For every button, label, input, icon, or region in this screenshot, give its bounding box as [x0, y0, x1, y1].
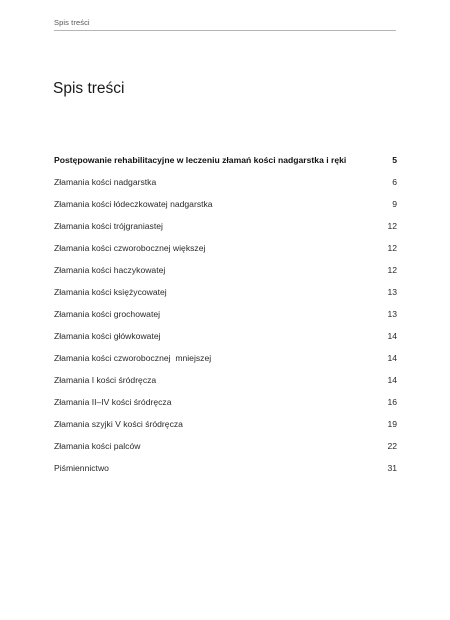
page-title: Spis treści: [53, 80, 125, 97]
running-header: Spis treści: [54, 18, 90, 27]
toc-entry-title: Złamania kości księżycowatej: [54, 287, 167, 297]
toc-entry-page: 19: [387, 419, 397, 429]
toc-entry-title: Złamania kości czworobocznej większej: [54, 243, 206, 253]
toc-entry[interactable]: [54, 263, 397, 285]
toc-entry-page: 14: [387, 375, 397, 385]
header-divider: [54, 30, 396, 31]
toc-entry[interactable]: [54, 197, 397, 219]
toc-entry-title: Złamania kości nadgarstka: [54, 177, 157, 187]
toc-entry-title: Złamania kości haczykowatej: [54, 265, 166, 275]
toc-entry-page: 16: [387, 397, 397, 407]
toc-entry-title: Złamania II–IV kości śródręcza: [54, 397, 172, 407]
toc-entry-page: 14: [387, 331, 397, 341]
toc-entry[interactable]: [54, 351, 397, 373]
toc-entry[interactable]: [54, 395, 397, 417]
toc-entry-page: 12: [387, 243, 397, 253]
toc-entry-page: 14: [387, 353, 397, 363]
toc-entry-page: 22: [387, 441, 397, 451]
toc-entry[interactable]: [54, 175, 397, 197]
toc-entry-title: Piśmiennictwo: [54, 463, 109, 473]
toc-entry-page: 12: [387, 221, 397, 231]
toc-entry-title: Złamania kości główkowatej: [54, 331, 161, 341]
toc-entry-page: 12: [387, 265, 397, 275]
toc-entry-title: Złamania kości palców: [54, 441, 141, 451]
toc-entry-title: Złamania kości trójgraniastej: [54, 221, 163, 231]
toc-entry-title: Złamania I kości śródręcza: [54, 375, 157, 385]
toc-entry[interactable]: [54, 373, 397, 395]
toc-entry-title: Złamania szyjki V kości śródręcza: [54, 419, 183, 429]
toc-entry-page: 13: [387, 287, 397, 297]
toc-entry[interactable]: [54, 329, 397, 351]
toc-entry[interactable]: [54, 153, 397, 175]
toc-entry-page: 5: [392, 155, 397, 165]
toc-entry-title: Złamania kości łódeczkowatej nadgarstka: [54, 199, 213, 209]
toc-entry-title: Złamania kości grochowatej: [54, 309, 161, 319]
toc-entry-title: Postępowanie rehabilitacyjne w leczeniu złamań kości nadgarstka i ręki: [54, 155, 347, 165]
toc-entry[interactable]: [54, 417, 397, 439]
toc-entry[interactable]: [54, 439, 397, 461]
toc-entry[interactable]: [54, 307, 397, 329]
toc-entry[interactable]: [54, 241, 397, 263]
toc-entry-page: 9: [392, 199, 397, 209]
toc-entry-page: 13: [387, 309, 397, 319]
toc-entry[interactable]: [54, 219, 397, 241]
toc-entry-page: 6: [392, 177, 397, 187]
toc-entry-title: Złamania kości czworobocznej mniejszej: [54, 353, 212, 363]
toc-entry-page: 31: [387, 463, 397, 473]
toc-entry[interactable]: [54, 285, 397, 307]
toc-entry[interactable]: [54, 461, 397, 483]
table-of-contents: [54, 153, 397, 483]
